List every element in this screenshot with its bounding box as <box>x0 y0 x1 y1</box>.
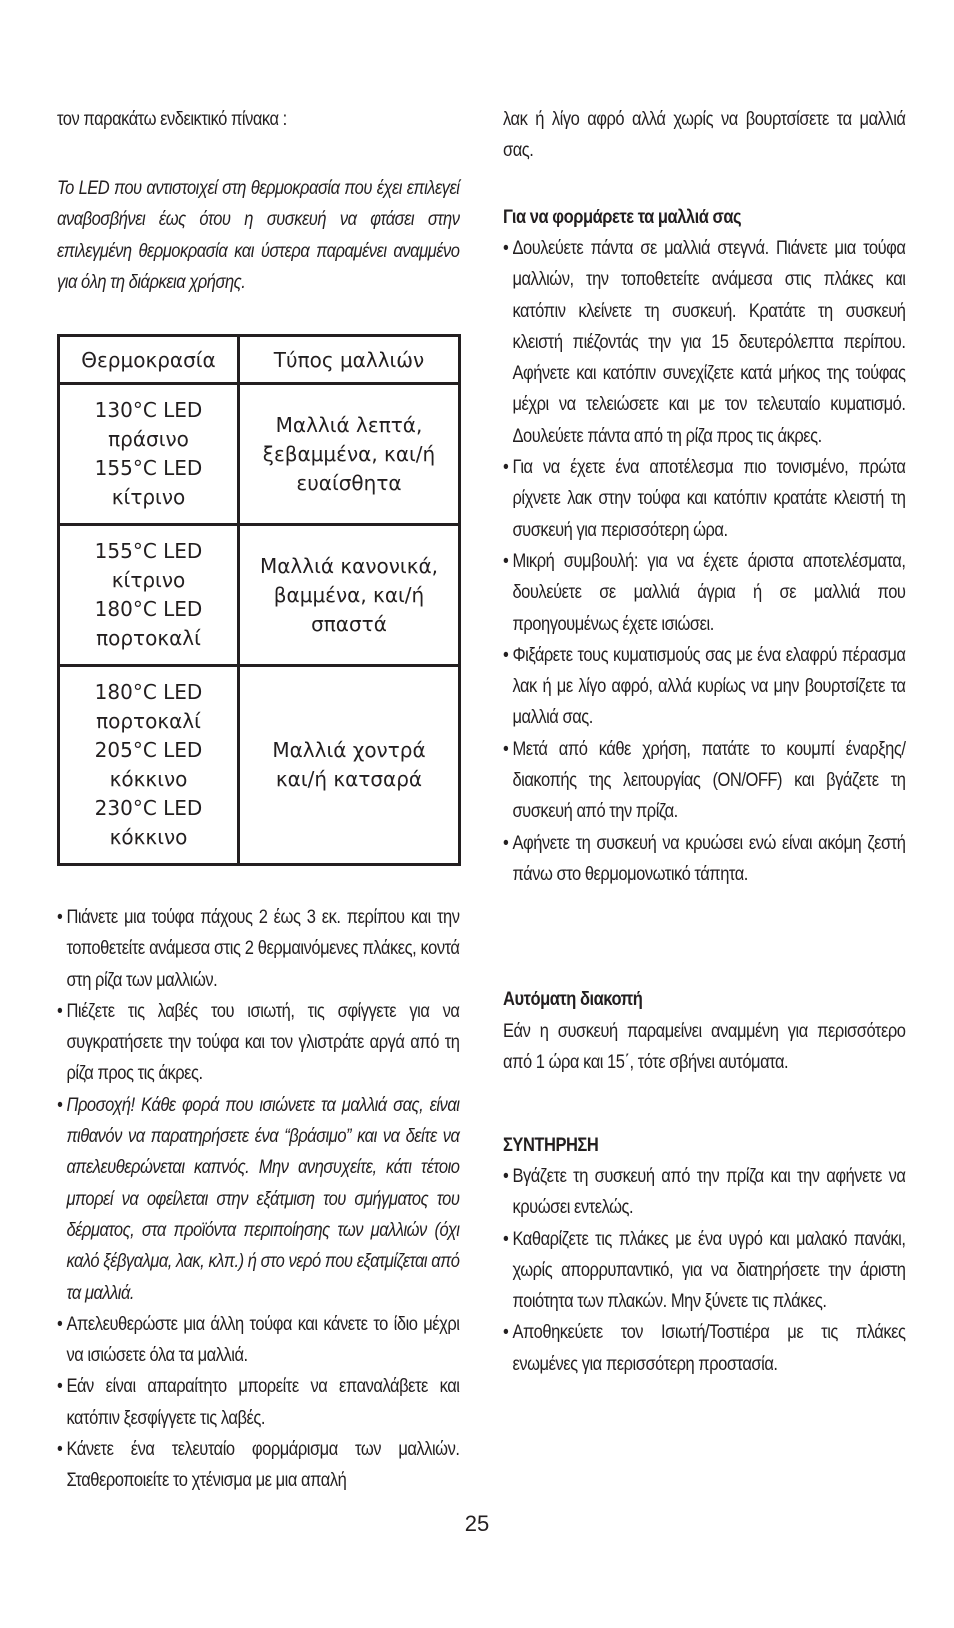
page-number: 25 <box>464 1511 490 1536</box>
table-row <box>59 384 460 525</box>
auto-off-heading: Αυτόματη διακοπή <box>503 989 643 1010</box>
temp-line: κόκκινο <box>109 767 188 791</box>
hair-type-cell <box>239 384 460 525</box>
temp-line: 205°C LED <box>94 738 203 762</box>
intro-text: τον παρακάτω ενδεικτικό πίνακα : <box>57 109 287 130</box>
usage-list <box>57 902 459 1497</box>
maintenance-list <box>503 1161 905 1380</box>
temp-line: κόκκινο <box>109 825 188 849</box>
list-item: • Μετά από κάθε χρήση, πατάτε το κουμπί έναρξης/διακοπής της λειτουργίας (ON/OFF) και βγάζετε τη συσκευή από την πρίζα. <box>503 734 905 828</box>
header-temperature: Θερμοκρασία <box>59 336 239 384</box>
list-item: • Καθαρίζετε τις πλάκες με ένα υγρό και μαλακό πανάκι, χωρίς απορρυπαντικό, για να διατηρήσετε την άριστη ποιότητα των πλακών. Μην ξύνετε τις πλάκες. <box>503 1224 905 1318</box>
list-item: • Φιξάρετε τους κυματισμούς σας με ένα ελαφρύ πέρασμα λακ ή με λίγο αφρό, αλλά κυρίως να μην βουρτσίζετε τα μαλλιά σας. <box>503 640 905 734</box>
continuation-text: λακ ή λίγο αφρό αλλά χωρίς να βουρτσίσετε τα μαλλιά σας. <box>503 109 906 162</box>
hair-line: ξεβαμμένα, και/ή <box>262 441 436 466</box>
temperature-table <box>57 334 461 866</box>
shaping-heading: Για να φορμάρετε τα μαλλιά σας <box>503 207 742 228</box>
hair-line: Μαλλιά λεπτά, <box>275 412 423 437</box>
list-item: • Πιέζετε τις λαβές του ισιωτή, τις σφίγγετε για να συγκρατήσετε την τούφα και τον γλιστράτε αργά από τη ρίζα προς τις άκρες. <box>57 996 459 1090</box>
hair-line: βαμμένα, και/ή <box>273 582 425 607</box>
list-item-warning: • Προσοχή! Κάθε φορά που ισιώνετε τα μαλλιά σας, είναι πιθανόν να παρατηρήσετε ένα “βράσιμο” και να δείτε να απελευθερώνεται καπνός. Μην ανησυχείτε, κάτι τέτοιο μπορεί να οφείλεται στην εξάτμιση του σμήγματος του δέρματος, στα προϊόντα περιποίησης των μαλλιών (όχι καλό ξέβγαλμα, λακ, κλπ.) ή στο νερό που εξατμίζεται από τα μαλλιά. <box>57 1090 459 1309</box>
list-item: • Πιάνετε μια τούφα πάχους 2 έως 3 εκ. περίπου και την τοποθετείτε ανάμεσα στις 2 θερμαινόμενες πλάκες, κοντά στη ρίζα των μαλλιών. <box>57 902 459 996</box>
temperature-cell <box>59 384 239 525</box>
table-header-row <box>59 336 460 384</box>
temp-line: 180°C LED <box>94 680 203 704</box>
hair-line: ευαίσθητα <box>296 470 402 495</box>
temp-line: 130°C LED <box>94 398 203 422</box>
maintenance-heading: ΣΥΝΤΗΡΗΣΗ <box>503 1135 599 1156</box>
temp-line: 155°C LED <box>94 539 203 563</box>
hair-line: σπαστά <box>311 611 387 636</box>
list-item: • Δουλεύετε πάντα σε μαλλιά στεγνά. Πιάνετε μια τούφα μαλλιών, την τοποθετείτε ανάμεσα στις πλάκες και κατόπιν κλείνετε τη συσκευή. Κρατάτε τη συσκευή κλειστή πιέζοντάς την για 15 δευτερόλεπτα περίπου. Αφήνετε και κατόπιν συνεχίζετε κατά μήκος της τούφας μέχρι να τελειώσετε και με τον τελευταίο κυματισμό. Δουλεύετε πάντα από τη ρίζα προς τις άκρες. <box>503 233 905 452</box>
list-item: • Αποθηκεύετε τον Ισιωτή/Τοστιέρα με τις πλάκες ενωμένες για περισσότερη προστασία. <box>503 1317 905 1380</box>
temp-line: 230°C LED <box>94 796 203 820</box>
table-row <box>59 666 460 865</box>
temp-line: πράσινο <box>108 427 189 451</box>
list-item: • Βγάζετε τη συσκευή από την πρίζα και την αφήνετε να κρυώσει εντελώς. <box>503 1161 905 1224</box>
list-item: • Απελευθερώστε μια άλλη τούφα και κάνετε το ίδιο μέχρι να ισιώσετε όλα τα μαλλιά. <box>57 1309 459 1372</box>
temp-line: κίτρινο <box>111 568 186 592</box>
hair-type-cell <box>239 666 460 865</box>
hair-type-cell <box>239 525 460 666</box>
shaping-list <box>503 233 905 890</box>
temp-line: πορτοκαλί <box>96 626 201 650</box>
header-hair-type: Τύπος μαλλιών <box>239 336 460 384</box>
table-row <box>59 525 460 666</box>
list-item: • Για να έχετε ένα αποτέλεσμα πιο τονισμένο, πρώτα ρίχνετε λακ στην τούφα και κατόπιν κρατάτε κλειστή τη συσκευή για περισσότερη ώρα. <box>503 452 905 546</box>
auto-off-text: Εάν η συσκευή παραμείνει αναμμένη για περισσότερο από 1 ώρα και 15΄, τότε σβήνει αυτόματα. <box>503 1021 906 1074</box>
temp-line: 180°C LED <box>94 597 203 621</box>
hair-line: Μαλλιά κανονικά, <box>259 553 439 578</box>
list-item: • Κάνετε ένα τελευταίο φορμάρισμα των μαλλιών. Σταθεροποιείτε το χτένισμα με μια απαλή <box>57 1434 459 1497</box>
led-note: Το LED που αντιστοιχεί στη θερμοκρασία που έχει επιλεγεί αναβοσβήνει έως ότου η συσκευή να φτάσει στην επιλεγμένη θερμοκρασία και ύστερα παραμένει αναμμένο για όλη τη διάρκεια χρήσης. <box>57 178 460 293</box>
temp-line: πορτοκαλί <box>96 709 201 733</box>
list-item: • Εάν είναι απαραίτητο μπορείτε να επαναλάβετε και κατόπιν ξεσφίγγετε τις λαβές. <box>57 1371 459 1434</box>
hair-line: Μαλλιά χοντρά <box>272 738 426 762</box>
list-item: • Μικρή συμβουλή: για να έχετε άριστα αποτελέσματα, δουλεύετε σε μαλλιά άγρια ή σε μαλλιά που προηγουμένως έχετε ισιώσει. <box>503 546 905 640</box>
temp-line: κίτρινο <box>111 485 186 509</box>
temperature-cell <box>59 525 239 666</box>
temperature-cell <box>59 666 239 865</box>
hair-line: και/ή κατσαρά <box>275 767 423 791</box>
temp-line: 155°C LED <box>94 456 203 480</box>
list-item: • Αφήνετε τη συσκευή να κρυώσει ενώ είναι ακόμη ζεστή πάνω στο θερμομονωτικό τάπητα. <box>503 828 905 891</box>
